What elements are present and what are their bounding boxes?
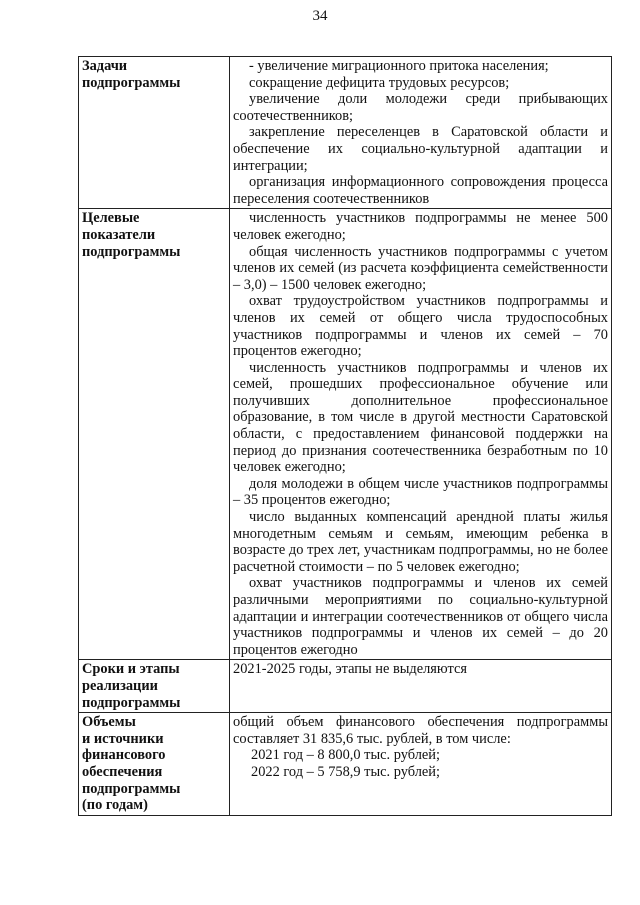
funding-intro: общий объем финансового обеспечения подпрограммы составляет 31 835,6 тыс. рублей, в том числе:: [233, 714, 608, 747]
page-number: 34: [312, 8, 328, 24]
label-line: Объемы: [82, 714, 136, 731]
label-line: и источники: [82, 730, 164, 747]
indicator-item: охват участников подпрограммы и членов их семей различными мероприятиями по социально-культурной адаптации и интеграции соотечественников от общего числа участников подпрограммы и членов их семей – до 20 процентов ежегодно: [233, 575, 608, 658]
subprogram-passport-table: [78, 56, 612, 816]
row-label-tasks: [79, 57, 230, 209]
indicator-item: общая численность участников подпрограммы с учетом членов их семей (из расчета коэффициента семейственности – 3,0) – 1500 человек ежегодно;: [233, 243, 608, 293]
label-line: реализации: [82, 677, 158, 694]
table-row: [79, 660, 612, 713]
label-line: подпрограммы: [82, 74, 181, 91]
indicator-item: численность участников подпрограммы не менее 500 человек ежегодно;: [233, 210, 608, 243]
label-line: показатели: [82, 226, 156, 243]
label-line: подпрограммы: [82, 780, 181, 797]
indicator-item: доля молодежи в общем числе участников подпрограммы – 35 процентов ежегодно;: [233, 475, 608, 509]
label-line: обеспечения: [82, 763, 163, 780]
label-line: подпрограммы: [82, 694, 181, 711]
label-line: Сроки и этапы: [82, 661, 180, 678]
task-item: - увеличение миграционного притока населения;: [249, 58, 549, 74]
label-line: подпрограммы: [82, 243, 181, 260]
indicator-item: численность участников подпрограммы и членов их семей, прошедших профессиональное обучение или получивших дополнительное профессиональное образование, в том числе в другой местности Саратовской области, с предоставлением финансовой поддержки на период до признания соотечественника безработным по 10 человек ежегодно;: [233, 359, 608, 476]
task-item: организация информационного сопровождения процесса переселения соотечественников: [233, 174, 608, 207]
table-row: [79, 713, 612, 816]
task-item: увеличение доли молодежи среди прибывающих соотечественников;: [233, 91, 608, 124]
task-item: закрепление переселенцев в Саратовской области и обеспечение их социально-культурной адаптации и интеграции;: [233, 124, 608, 174]
label-line: Целевые: [82, 210, 140, 227]
row-label-target-indicators: [79, 209, 230, 660]
indicator-item: число выданных компенсаций арендной платы жилья многодетным семьям и семьям, имеющим ребенка в возрасте до трех лет, участникам подпрограммы, но не более расчетной стоимости – по 5 человек ежегодно;: [233, 509, 608, 575]
row-label-funding: [79, 713, 230, 816]
row-content-tasks: [230, 57, 612, 209]
label-line: Задачи: [82, 58, 128, 74]
task-item: сокращение дефицита трудовых ресурсов;: [249, 74, 510, 91]
timeline-text: 2021-2025 годы, этапы не выделяются: [233, 661, 467, 678]
table-row: [79, 209, 612, 660]
label-line: финансового: [82, 747, 166, 764]
row-content-funding: [230, 713, 612, 816]
funding-year-line: 2021 год – 8 800,0 тыс. рублей;: [251, 747, 440, 764]
funding-year-line: 2022 год – 5 758,9 тыс. рублей;: [251, 763, 440, 780]
row-content-timeline: [230, 660, 612, 713]
row-label-timeline: [79, 660, 230, 713]
indicator-item: охват трудоустройством участников подпрограммы и членов их семей от общего числа трудоспособных участников подпрограммы и членов их семей – 70 процентов ежегодно;: [233, 293, 608, 360]
row-content-target-indicators: [230, 209, 612, 660]
label-line: (по годам): [82, 797, 148, 814]
table-row: [79, 57, 612, 209]
